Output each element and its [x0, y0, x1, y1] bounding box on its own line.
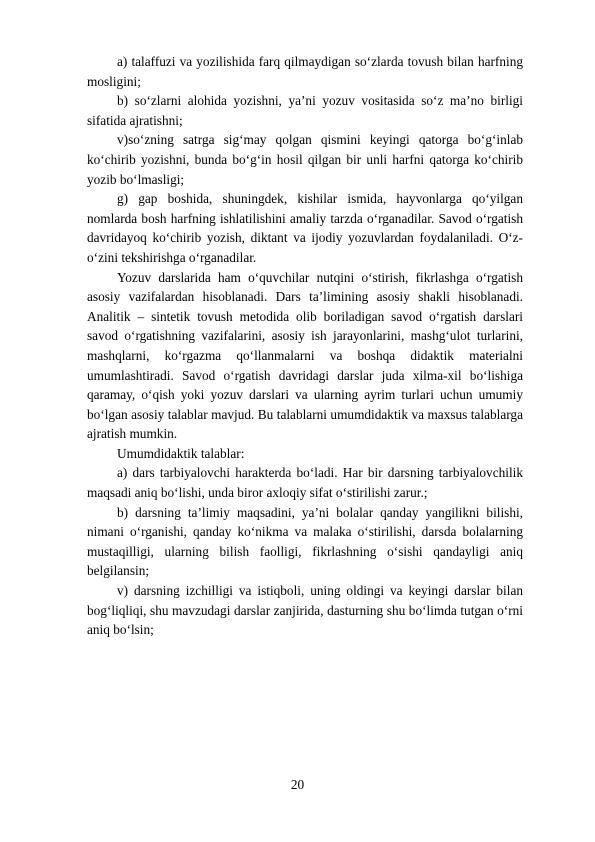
paragraph-a-educational-lesson: a) dars tarbiyalovchi harakterda bo‘ladi. Har bir darsning tarbiyalovchilik maqsadi aniq bo‘lishi, unda biror axloqiy sifat o‘stirilishi zarur.; [87, 465, 523, 501]
paragraph-writing-lessons: Yozuv darslarida ham o‘quvchilar nutqini o‘stirish, fikrlashga o‘rgatish asosiy vazifalardan hisoblanadi. Dars ta’limining asosiy shakli hisoblanadi. Analitik – sintetik tovush metodida olib boriladigan savod o‘rgatish darslari savod o‘rgatishning vazifalarini, asosiy ish jarayonlarini, mashg‘ulot turlarini, mashqlarni, ko‘rgazma qo‘llanmalarni va boshqa didaktik materialni umumlashtiradi. Savod o‘rgatish davridagi darslar juda xilma-xil bo‘lishiga qaramay, o‘qish yoki yozuv darslari va ularning ayrim turlari uchun umumiy bo‘lgan asosiy talablar mavjud. Bu talablarni umumdidaktik va maxsus talablarga ajratish mumkin. [87, 269, 523, 442]
paragraph-a-pronunciation: a) talaffuzi va yozilishida farq qilmaydigan so‘zlarda tovush bilan harfning mosligini; [87, 54, 523, 89]
paragraph-b-separate-words: b) so‘zlarni alohida yozishni, ya’ni yozuv vositasida so‘z ma’no birligi sifatida ajratishni; [87, 93, 523, 128]
paragraph-v-lesson-sequence: v) darsning izchilligi va istiqboli, uning oldingi va keyingi darslar bilan bog‘liqliqi, shu mavzudagi darslar zanjirida, dasturning shu bo‘limda tutgan o‘rni aniq bo‘lsin; [87, 583, 523, 638]
paragraph-v-syllable-hyphenation: v)so‘zning satrga sig‘may qolgan qismini keyingi qatorga bo‘g‘inlab ko‘chirib yozishni, bunda bo‘g‘in hosil qilgan bir unli harfni qatorga ko‘chirib yozib bo‘lmasligi; [87, 132, 523, 187]
paragraph-general-requirements-heading: Umumdidaktik talablar: [117, 445, 245, 461]
paragraph-g-capital-letters: g) gap boshida, shuningdek, kishilar ismida, hayvonlarga qo‘yilgan nomlarda bosh harfning ishlatilishini amaliy tarzda o‘rganadilar. Savod o‘rgatish davridayoq ko‘chirib yozish, diktant va ijodiy yozuvlardan foydalaniladi. O‘z-o‘zini tekshirishga o‘rganadilar. [87, 191, 523, 265]
page-number: 20 [290, 777, 305, 792]
paragraph-b-learning-goal: b) darsning ta’limiy maqsadini, ya’ni bolalar qanday yangilikni bilishi, nimani o‘rganishi, qanday ko‘nikma va malaka o‘stirilishi, darsda bolalarning mustaqilligi, ularning bilish faolligi, fikrlashning o‘sishi qandayligi aniq belgilansin; [87, 504, 523, 579]
page-body [87, 52, 523, 640]
